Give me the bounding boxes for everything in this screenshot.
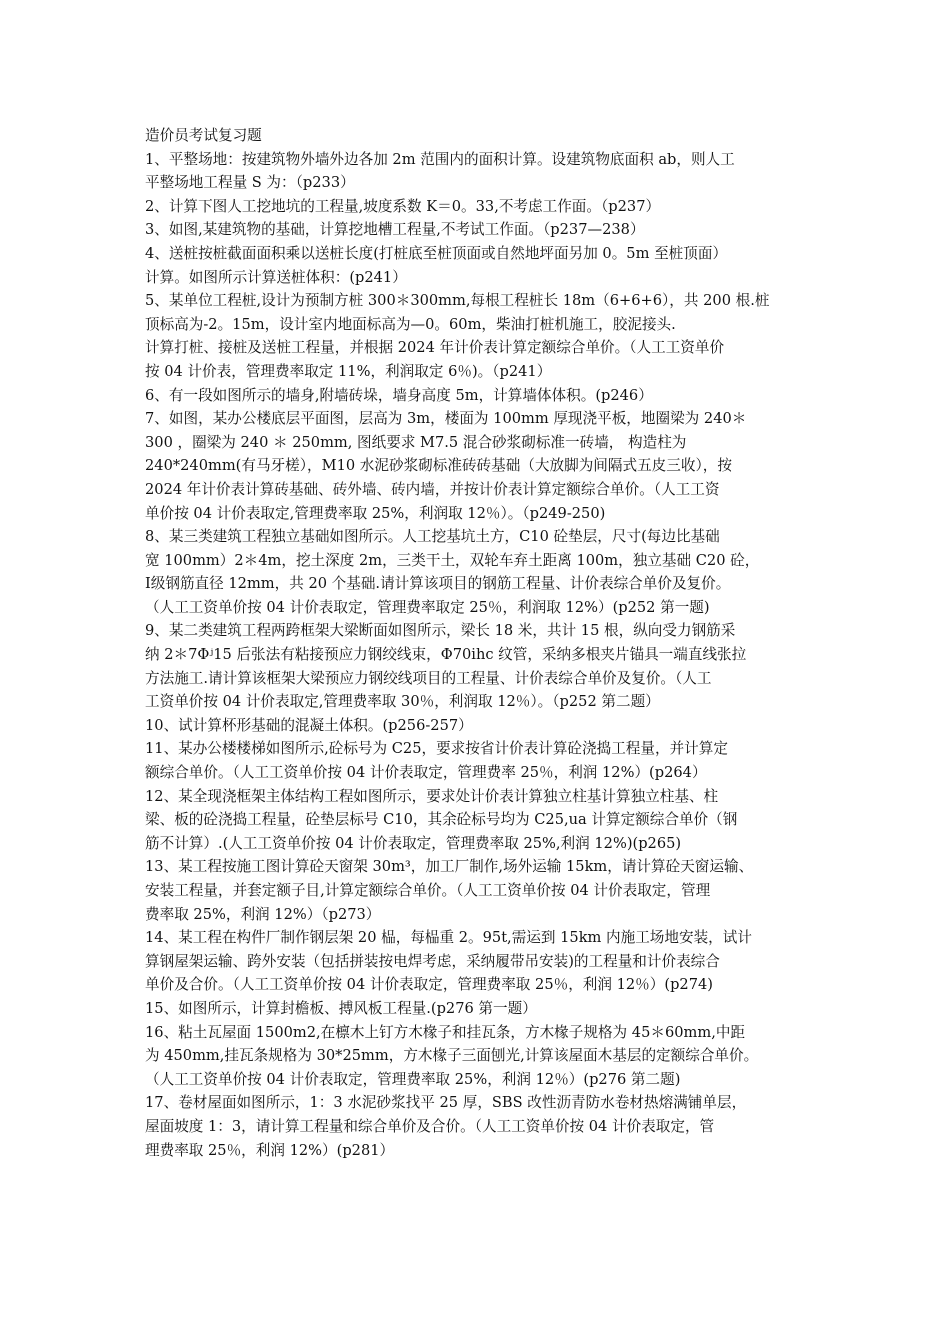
question-line: 3、如图,某建筑物的基础，计算挖地槽工程量,不考试工作面。（p237—238） [145, 221, 645, 239]
question-line: Ⅰ级钢筋直径 12mm，共 20 个基础.请计算该项目的钢筋工程量、计价表综合单价及复价。 [145, 575, 731, 593]
question-line: 4、送桩按桩截面面积乘以送桩长度(打桩底至桩顶面或自然地坪面另加 0。5m 至桩顶面） [145, 244, 728, 262]
question-item [145, 1021, 817, 1092]
question-line: 工资单价按 04 计价表取定,管理费率取 30％，利润取 12％）。（p252 第二题） [145, 693, 660, 711]
question-line: 筋不计算）.(人工工资单价按 04 计价表取定，管理费率取 25%,利润 12%)(p265) [145, 834, 682, 852]
question-line: 额综合单价。（人工工资单价按 04 计价表取定，管理费率 25％，利润 12%）(p264） [145, 764, 707, 782]
question-item [145, 855, 817, 926]
question-item [145, 384, 817, 408]
question-item [145, 714, 817, 738]
question-line: 1、平整场地：按建筑物外墙外边各加 2m 范围内的面积计算。设建筑物底面积 ab，则人工 [145, 150, 735, 168]
question-line: 计算打桩、接桩及送桩工程量，并根据 2024 年计价表计算定额综合单价。（人工工资单价 [145, 339, 725, 357]
question-line: 7、如图，某办公楼底层平面图，层高为 3m，楼面为 100mm 厚现浇平板，地圈梁为 240＊ [145, 410, 747, 428]
question-line: 10、试计算杯形基础的混凝土体积。(p256-257） [145, 716, 473, 734]
question-line: 单价按 04 计价表取定,管理费率取 25%，利润取 12％）。（p249-250) [145, 504, 606, 522]
question-item [145, 1091, 817, 1162]
question-line: 17、卷材屋面如图所示，1：3 水泥砂浆找平 25 厚，SBS 改性沥青防水卷材热熔满铺单层， [145, 1094, 747, 1112]
question-item [145, 148, 817, 195]
question-line: 计算。如图所示计算送桩体积：(p241） [145, 268, 407, 286]
question-item [145, 289, 817, 383]
question-line: 300 ，圈梁为 240 ＊ 250mm, 图纸要求 M7.5 混合砂浆砌标准一砖墙， 构造柱为 [145, 433, 687, 451]
question-line: 9、某二类建筑工程两跨框架大梁断面如图所示，梁长 18 米，共计 15 根，纵向受力钢筋采 [145, 622, 736, 640]
question-item [145, 525, 817, 619]
question-line: 240*240mm(有马牙槎），M10 水泥砂浆砌标准砖砖基础（大放脚为间隔式五皮三收），按 [145, 457, 732, 475]
question-list [145, 148, 817, 1163]
question-line: 算钢屋架运输、跨外安装（包括拼装按电焊考虑，采纳履带吊安装)的工程量和计价表综合 [145, 952, 720, 970]
question-line: 理费率取 25％，利润 12%）(p281） [145, 1141, 395, 1159]
question-line: 宽 100mm）2＊4m，挖土深度 2m，三类干土，双轮车弃土距离 100m，独立基础 C20 砼， [145, 551, 760, 569]
question-line: 梁、板的砼浇捣工程量，砼垫层标号 C10，其余砼标号均为 C25,ua 计算定额综合单价（钢 [145, 811, 738, 829]
question-line: （人工工资单价按 04 计价表取定，管理费率取定 25％，利润取 12%）(p252 第一题) [145, 598, 710, 616]
question-line: 费率取 25%，利润 12%）（p273） [145, 905, 381, 923]
question-line: 按 04 计价表，管理费率取定 11%，利润取定 6％)。（p241） [145, 362, 552, 380]
question-item [145, 407, 817, 525]
question-line: 2024 年计价表计算砖基础、砖外墙、砖内墙，并按计价表计算定额综合单价。（人工工资 [145, 480, 720, 498]
question-item [145, 737, 817, 784]
question-line: 纳 2＊7Φʲ15 后张法有粘接预应力钢绞线束，Φ70ihc 纹管，采纳多根夹片锚具一端直线张拉 [145, 646, 747, 664]
question-line: 11、某办公楼楼梯如图所示,砼标号为 C25，要求按省计价表计算砼浇捣工程量，并计算定 [145, 740, 728, 758]
question-line: 顶标高为-2。15m，设计室内地面标高为—0。60m，柴油打桩机施工，胶泥接头. [145, 315, 676, 333]
question-line: （人工工资单价按 04 计价表取定，管理费率取 25%，利润 12％）(p276 第二题) [145, 1070, 681, 1088]
question-line: 16、粘土瓦屋面 1500m2,在檩木上钉方木椽子和挂瓦条，方木椽子规格为 45＊60mm,中距 [145, 1023, 746, 1041]
question-line: 12、某全现浇框架主体结构工程如图所示，要求处计价表计算独立柱基计算独立柱基、柱 [145, 787, 719, 805]
question-line: 安装工程量，并套定额子目,计算定额综合单价。（人工工资单价按 04 计价表取定，管理 [145, 882, 711, 899]
question-line: 单价及合价。（人工工资单价按 04 计价表取定，管理费率取 25％，利润 12％）(p274) [145, 976, 713, 994]
question-item [145, 242, 817, 289]
question-line: 平整场地工程量 S 为：（p233） [145, 174, 355, 192]
question-item [145, 785, 817, 856]
document-title: 造价员考试复习题 [145, 127, 262, 144]
question-line: 14、某工程在构件厂制作钢层架 20 榀，每榀重 2。95t,需运到 15km 内施工场地安装，试计 [145, 929, 752, 947]
document-page [145, 124, 817, 1162]
question-line: 为 450mm,挂瓦条规格为 30*25mm，方木椽子三面刨光,计算该屋面木基层的定额综合单价。 [145, 1047, 759, 1065]
question-item [145, 195, 817, 219]
question-item [145, 218, 817, 242]
question-item [145, 926, 817, 997]
question-line: 13、某工程按施工图计算砼天窗架 30m³，加工厂制作,场外运输 15km，请计算砼天窗运输、 [145, 858, 754, 876]
question-line: 8、某三类建筑工程独立基础如图所示。人工挖基坑土方，C10 砼垫层，尺寸(每边比基础 [145, 528, 720, 546]
question-item [145, 997, 817, 1021]
question-line: 屋面坡度 1：3，请计算工程量和综合单价及合价。（人工工资单价按 04 计价表取定，管 [145, 1117, 715, 1135]
question-line: 2、计算下图人工挖地坑的工程量,坡度系数 K＝0。33,不考虑工作面。（p237） [145, 197, 661, 215]
question-line: 方法施工.请计算该框架大梁预应力钢绞线项目的工程量、计价表综合单价及复价。（人工 [145, 669, 712, 687]
question-item [145, 619, 817, 713]
question-line: 15、如图所示，计算封檐板、搏风板工程量.(p276 第一题） [145, 999, 537, 1017]
question-line: 6、有一段如图所示的墙身,附墙砖垛，墙身高度 5m，计算墙体体积。(p246） [145, 386, 653, 404]
question-line: 5、某单位工程桩,设计为预制方桩 300＊300mm,每根工程桩长 18m（6+6+6），共 200 根.桩 [145, 292, 770, 310]
